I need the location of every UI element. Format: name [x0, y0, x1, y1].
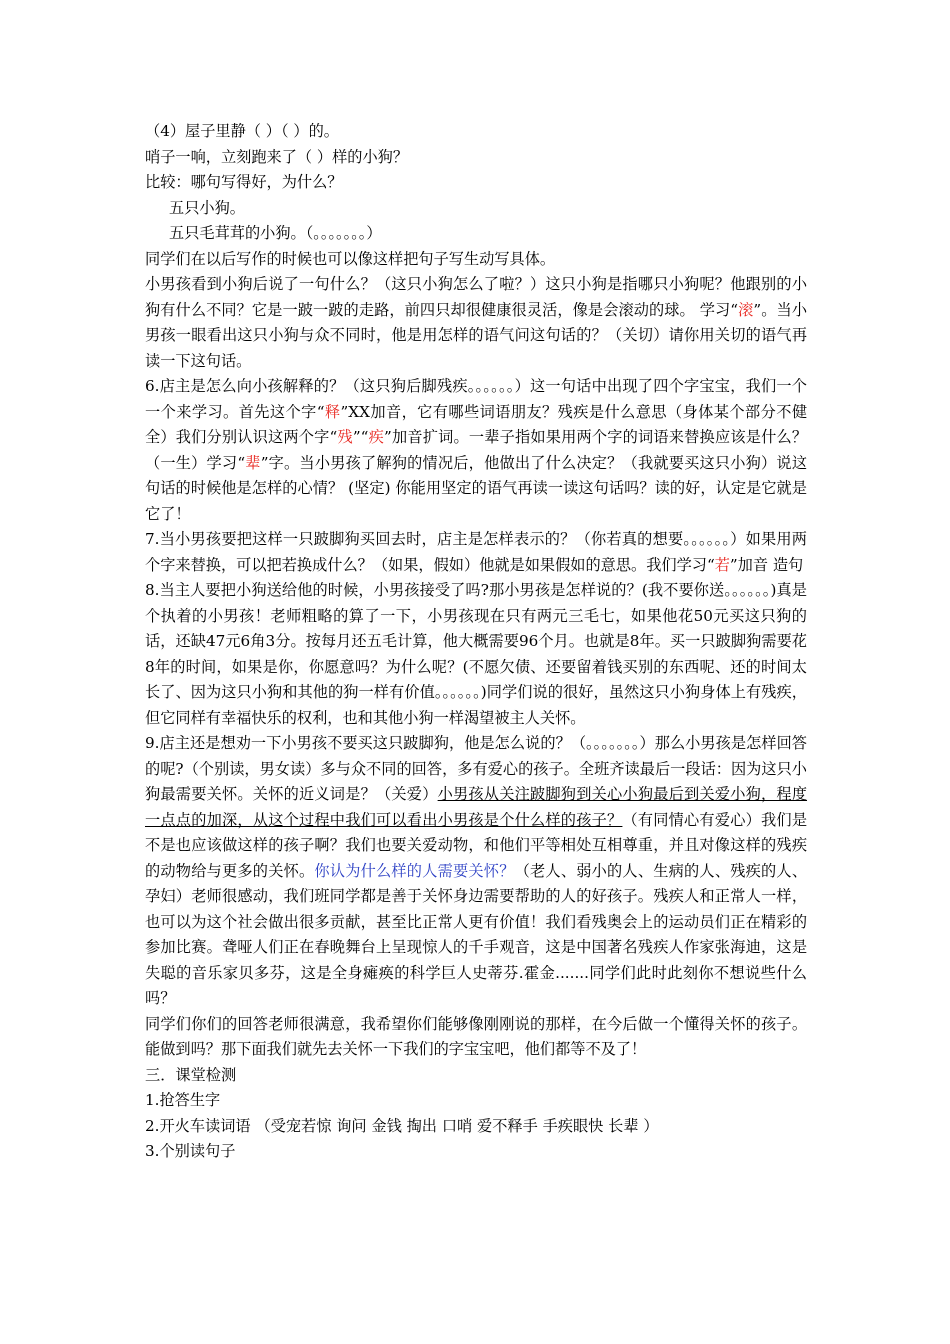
paragraph-example-plain: 五只小狗。 [169, 198, 245, 217]
paragraph-item-7 [145, 527, 807, 578]
paragraph-compare-question: 比较：哪句写得好，为什么？ [145, 173, 343, 191]
text-segment: （老人、弱小的人、生病的人、残疾的人、孕妇）老师很感动，我们班同学都是善于关怀身边需要帮助的人的好孩子。残疾人和正常人一样，也可以为这个社会做出很多贡献，甚至比正常人更有价值！我们看残奥会上的运动员们正在精彩的参加比赛。聋哑人们正在春晚舞台上呈现惊人的千手观音，这是中国著名残疾人作家张海迪，这是失聪的音乐家贝多芬，这是全身瘫痪的科学巨人史蒂芬.霍金.......同学们此时此刻你不想说些什么吗？ [145, 861, 808, 1007]
highlight-char-shi: 释 [324, 402, 341, 421]
document-body [145, 119, 807, 1165]
text-segment: ”加音扩词。一辈子指如果用两个字的词语来替换应该是什么？（一生）学习“ [145, 428, 808, 472]
highlight-char-bei: 辈 [245, 453, 261, 472]
text-segment: （有同情心有爱心）我们是不是也应该做这样的孩子啊？我们也要关爱动物，和他们平等相处互相尊重，并且对像这样的残疾的动物给与更多的关怀。 [145, 810, 808, 880]
text-segment: 小男孩看到小狗后说了一句什么？（这只小狗怎么了啦？）这只小狗是指哪只小狗呢？他跟别的小狗有什么不同？它是一跛一跛的走路，前四只却很健康很灵活，像是会滚动的球。 学习“ [145, 275, 807, 319]
underlined-question: 小男孩从关注跛脚狗到关心小狗最后到关爱小狗，程度一点点的加深，从这个过程中我们可以看出小男孩是个什么样的孩子？ [145, 785, 808, 829]
paragraph-item-6 [145, 374, 807, 527]
text-segment: 9.店主还是想劝一下小男孩不要买这只跛脚狗，他是怎么说的？（。。。。。。。）那么小男孩是怎样回答的呢?（个别读，男女读）多与众不同的回答，多有爱心的孩子。全班齐读最后一段话：因为这只小狗最需要关怀。关怀的近义词是？（关爱） [145, 734, 807, 803]
paragraph-writing-tip: 同学们在以后写作的时候也可以像这样把句子写生动写具体。 [145, 249, 556, 268]
text-segment: 6.店主是怎么向小孩解释的？（这只狗后脚残疾。。。。。。）这一句话中出现了四个字宝宝，我们一个一个来学习。首先这个字“ [145, 377, 807, 421]
text-segment: ”加音 造句 [729, 555, 804, 574]
paragraph-teacher-summary: 同学们你们的回答老师很满意，我希望你们能够像刚刚说的那样，在今后做一个懂得关怀的孩子。能做到吗？那下面我们就先去关怀一下我们的字宝宝吧，他们都等不及了！ [145, 1014, 807, 1058]
text-segment: ”XX加音，它有哪些词语朋友？残疾是什么意思（身体某个部分不健全）我们分别认识这两个字“ [145, 402, 808, 446]
paragraph-example-vivid: 五只毛茸茸的小狗。（。。。。。。。） [169, 224, 382, 242]
paragraph-item-8: 8.当主人要把小狗送给他的时候，小男孩接受了吗?那小男孩是怎样说的？(我不要你送。。。。。。)真是个执着的小男孩！老师粗略的算了一下，小男孩现在只有两元三毛七，如果他花50元买这只狗的话，还缺47元6角3分。按每月还五毛计算，他大概需要96个月。也就是8年。买一只跛脚狗需要花8年的时间，如果是你，你愿意吗？为什么呢？(不愿欠债、还要留着钱买别的东西呢、还的时间太长了、因为这只小狗和其他的狗一样有价值。。。。。。)同学们说的很好，虽然这只小狗身体上有残疾，但它同样有幸福快乐的权利，也和其他小狗一样渴望被主人关怀。 [145, 581, 807, 727]
paragraph-item-9 [145, 731, 807, 1012]
list-item-1: 1.抢答生字 [145, 1091, 221, 1109]
highlight-char-ruo: 若 [714, 555, 730, 574]
paragraph-boy-question [145, 272, 807, 374]
text-segment: ”“ [352, 428, 369, 446]
blue-question: 你认为什么样的人需要关怀？ [314, 861, 515, 880]
highlight-char-can: 残 [337, 428, 353, 446]
section-heading-class-check: 三．课堂检测 [145, 1065, 237, 1084]
text-segment: ”。当小男孩一眼看出这只小狗与众不同时，他是用怎样的语气问这句话的？（关切）请你用关切的语气再读一下这句话。 [145, 300, 808, 370]
paragraph-fill-blank-quiet: （4）屋子里静（ ）（ ）的。 [145, 122, 339, 140]
highlight-char-gun: 滚 [738, 300, 754, 319]
list-item-3: 3.个别读句子 [145, 1142, 236, 1160]
text-segment: 7.当小男孩要把这样一只跛脚狗买回去时，店主是怎样表示的？（你若真的想要。。。。。。）如果用两个字来替换，可以把若换成什么？（如果，假如）他就是如果假如的意思。我们学习“ [145, 530, 807, 574]
list-item-2: 2.开火车读词语 （受宠若惊 询问 金钱 掏出 口哨 爱不释手 手疾眼快 长辈 ） [145, 1116, 659, 1135]
text-segment: ”字。当小男孩了解狗的情况后，他做出了什么决定？（我就要买这只小狗）说这句话的时候他是怎样的心情？ (坚定) 你能用坚定的语气再读一读这句话吗？读的好，认定是它就是它了！ [145, 453, 808, 523]
highlight-char-ji: 疾 [368, 428, 385, 446]
paragraph-fill-blank-puppy: 哨子一响，立刻跑来了（ ）样的小狗？ [145, 147, 409, 166]
